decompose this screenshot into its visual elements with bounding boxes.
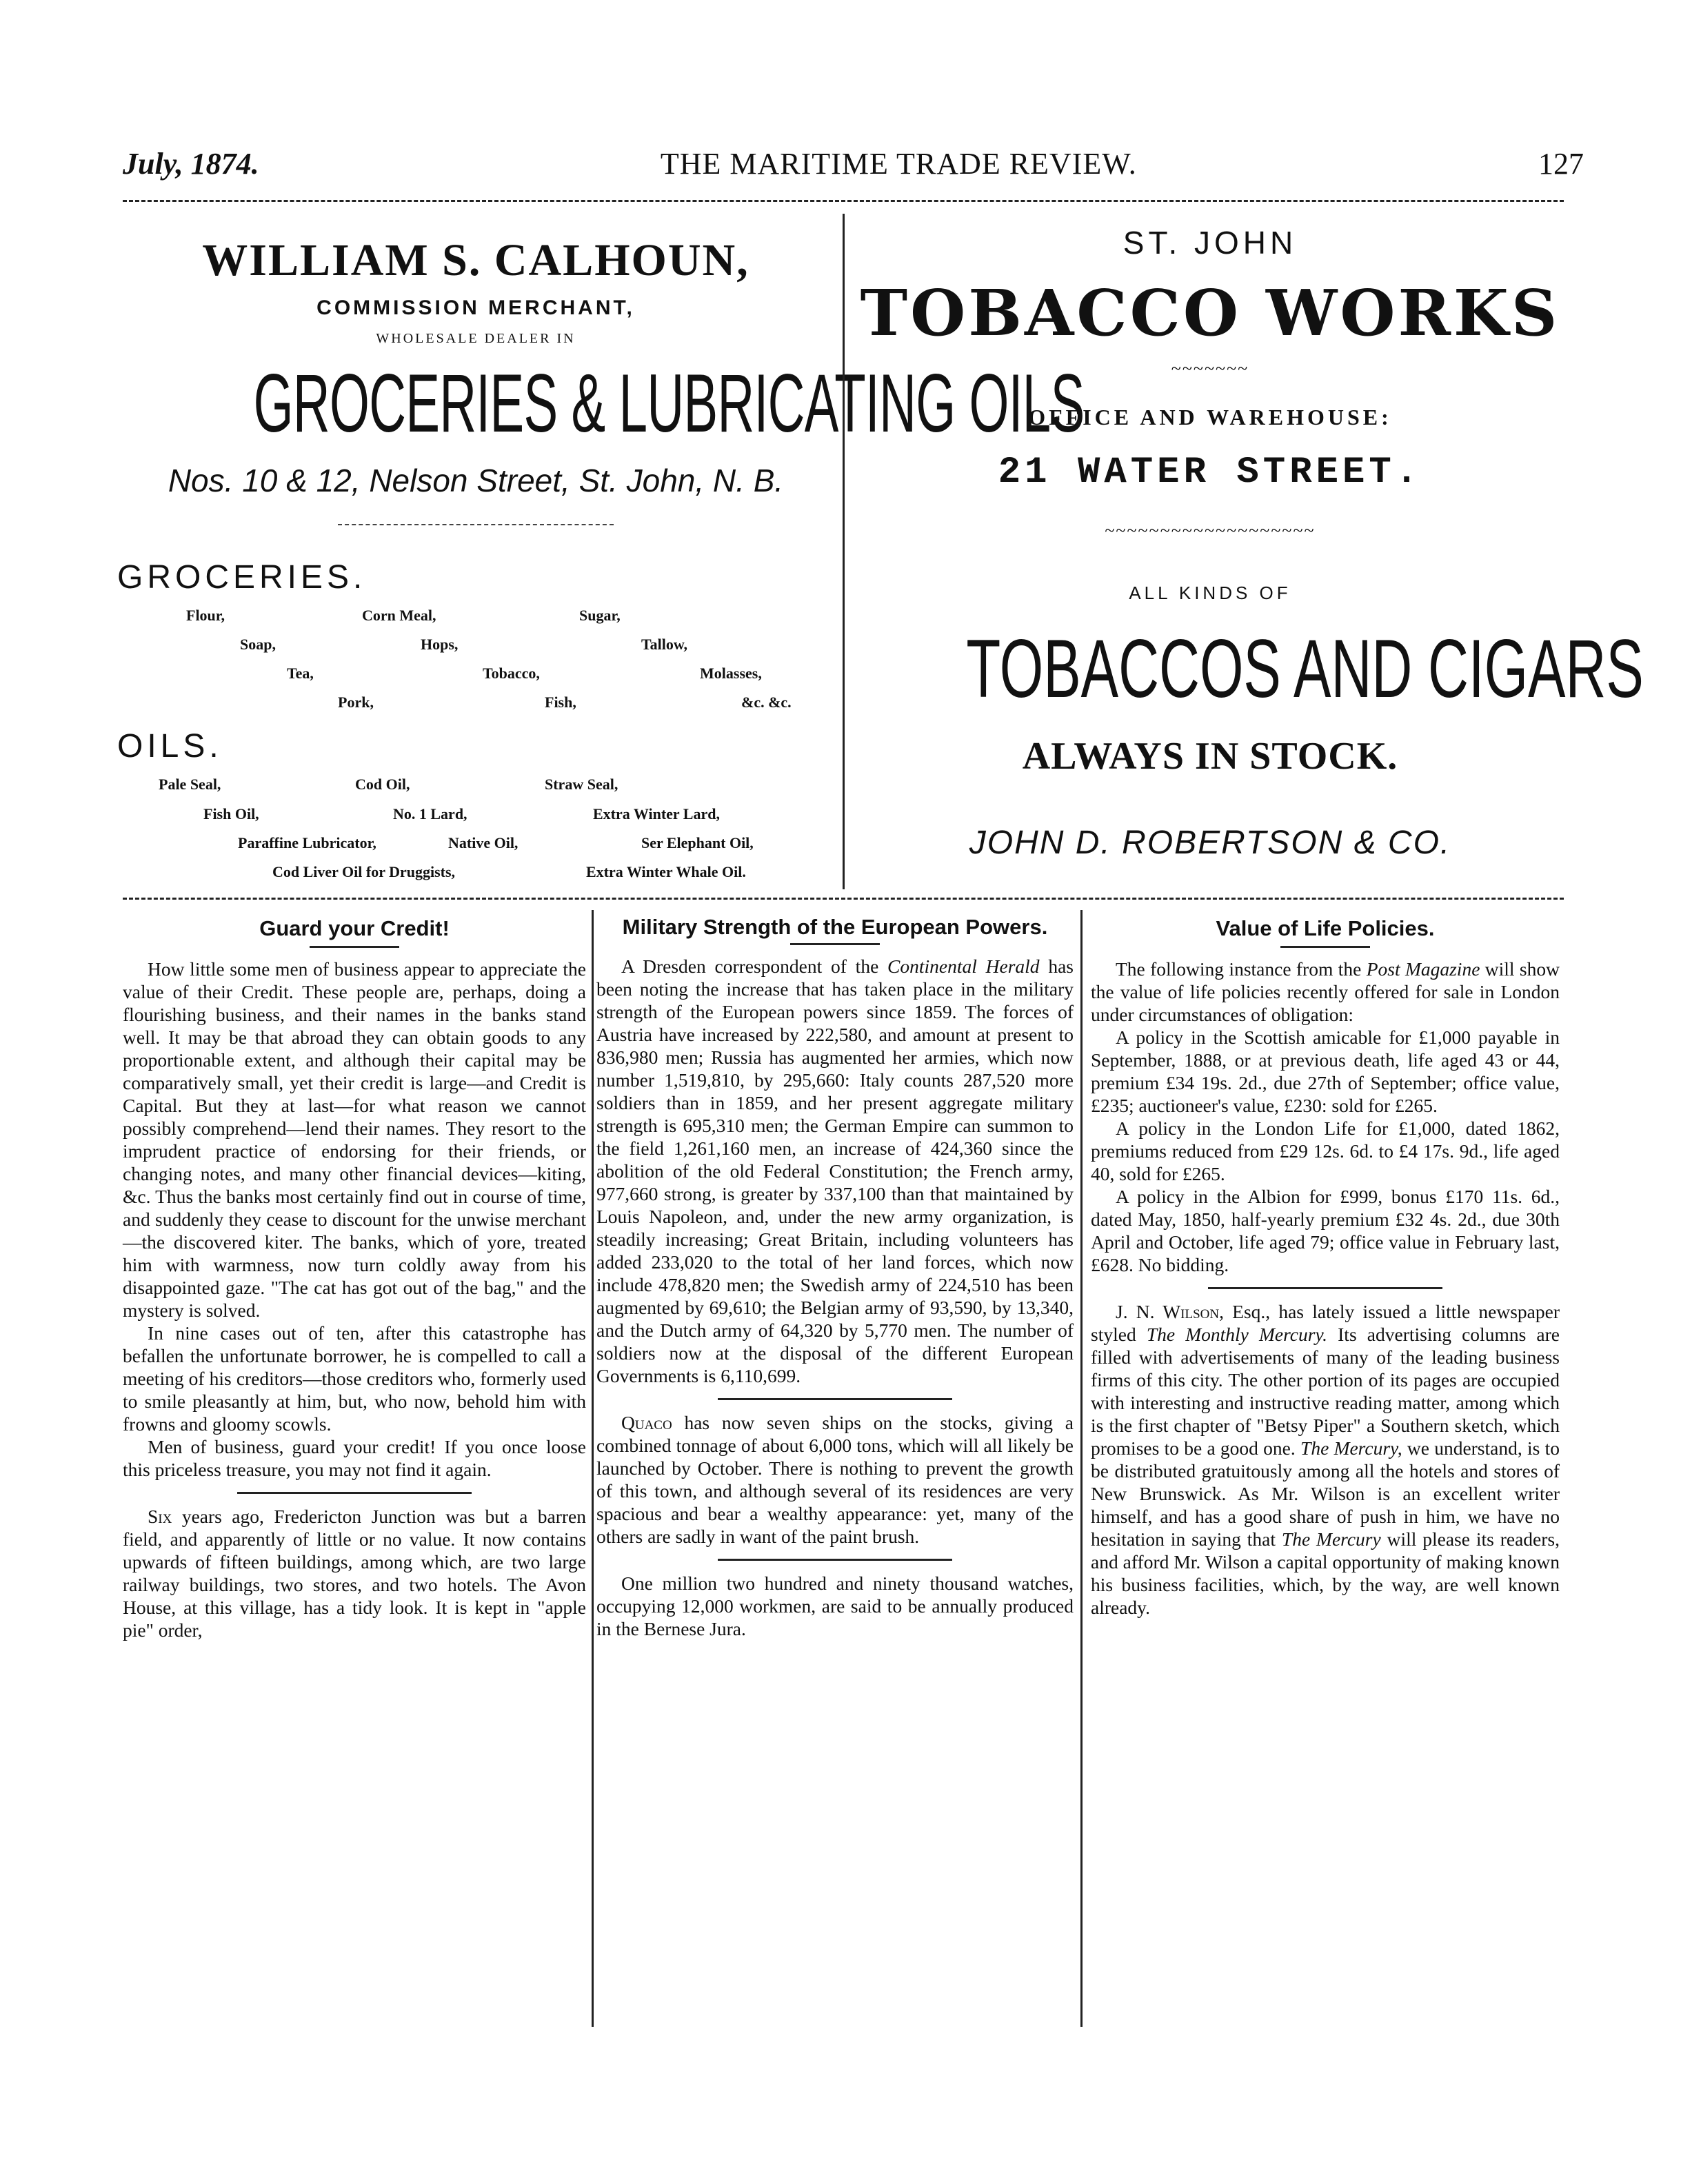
page-number: 127 [1538,147,1584,181]
stock-line: ALWAYS IN STOCK. [1022,735,1398,778]
article-title: Value of Life Policies. [1216,916,1435,940]
article-paragraph [1091,958,1560,1026]
grocery-item: Pork, [338,694,374,711]
products-banner: TOBACCOS AND CIGARS [966,623,1644,715]
newspaper-name: The Mercury, [1300,1437,1402,1459]
grocery-item: Tallow, [641,636,688,653]
grocery-item: Fish, [545,694,576,711]
merchant-role: COMMISSION MERCHANT, [316,296,635,319]
article-paragraph: In nine cases out of ten, after this catastrophe has befallen the unfortunate borrower, he is compelled to call a meeting of his creditors—those creditors who, formerly used to smile pleasantly at him, but, who now, behold him with frowns and gloomy scowls. [123,1322,586,1435]
paragraph-text: has now seven ships on the stocks, giving a combined tonnage of about 6,000 tons, which will all likely be launched by October. There is nothing to prevent the growth of this town, and although several of its residences are very spacious and bear a wealthy appearance: yet, many of the others are sadly in want of the paint brush. [596,1412,1074,1547]
oil-item: Pale Seal, [159,776,221,793]
grocery-item: Molasses, [700,665,762,682]
groceries-heading: GROCERIES. [117,559,367,596]
issue-date: July, 1874. [123,147,259,181]
oil-item: Fish Oil, [203,805,259,822]
ads-bottom-rule [123,898,1564,900]
oil-item: Ser Elephant Oil, [641,834,754,851]
article-title: Guard your Credit! [259,916,450,940]
journal-title: THE MARITIME TRADE REVIEW. [660,147,1137,181]
column-divider [1080,910,1083,2027]
office-line: OFFICE AND WAREHOUSE: [1028,405,1392,429]
grocery-item: Sugar, [579,607,621,624]
article-paragraph [596,1411,1074,1548]
article-divider [718,1559,952,1561]
all-kinds-line: ALL KINDS OF [1129,583,1291,603]
article-paragraph: One million two hundred and ninety thousand watches, occupying 12,000 workmen, are said to be annually produced in the Bernese Jura. [596,1573,1074,1639]
title-rule [790,943,880,945]
oil-item: Extra Winter Whale Oil. [586,863,746,880]
paragraph-text: Its advertising columns are filled with advertisements of many of the leading business firms of this city. The other portion of its pages are occupied with interesting and instructive reading matter, among which is the first chapter of "Betsy Piper" a Southern sketch, which promises to be a good one. [1091,1324,1560,1459]
article-paragraph [1091,1300,1560,1619]
lead-word: Six [148,1506,172,1527]
column-guard-your-credit [123,917,586,1641]
column-life-policies [1091,917,1560,1619]
oils-heading: OILS. [117,728,223,765]
article-paragraph [596,955,1074,1387]
firm-name: JOHN D. ROBERTSON & CO. [969,825,1451,861]
paragraph-text: years ago, Fredericton Junction was but a barren field, and apparently of little or no value. It now contains upwards of fifteen buildings, among which, are two large railway buildings, two stores, and two hotels. The Avon House, at this village, has a tidy look. It is kept in "apple pie" order, [123,1506,586,1641]
grocery-item: Tobacco, [483,665,540,682]
grocery-item: Corn Meal, [362,607,436,624]
tobacco-works-title: TOBACCO WORKS [860,276,1560,350]
title-rule [310,946,399,948]
oil-item: Cod Liver Oil for Druggists, [272,863,456,880]
article-divider [1208,1287,1442,1289]
grocery-item: Hops, [421,636,459,653]
paragraph-text: will show the value of life policies recently offered for sale in London under circumstances of obligation: [1091,958,1560,1025]
title-rule [1280,946,1370,948]
newspaper-name: The Monthly Mercury. [1146,1324,1328,1345]
merchant-address: Nos. 10 & 12, Nelson Street, St. John, N. B. [168,463,784,498]
calhoun-advertisement [117,228,1085,882]
ornament-short: ~~~~~~~ [1171,358,1249,378]
grocery-item: Soap, [240,636,276,653]
lead-word: J. N. Wilson, [1116,1301,1224,1322]
lead-word: Quaco [621,1412,672,1433]
ad-column-divider [843,214,845,889]
running-head [123,146,1584,188]
oil-item: No. 1 Lard, [393,805,467,822]
oil-item: Native Oil, [448,834,519,851]
paragraph-text: The following instance from the [1116,958,1367,980]
article-paragraph: Men of business, guard your credit! If you once loose this priceless treasure, you may not find it again. [123,1436,586,1480]
column-divider [592,910,594,2027]
tobacco-advertisement [852,224,1644,882]
article-divider [718,1398,952,1400]
grocery-item: Flour, [186,607,225,624]
goods-banner: GROCERIES & LUBRICATING OILS [253,357,1085,449]
article-paragraph: A policy in the Scottish amicable for £1,000 payable in September, 1888, or at previous death, life aged 43 or 44, premium £34 19s. 2d., due 27th of September; office value, £235; auctioneer's value, £230: sold for £265. [1091,1027,1560,1116]
paragraph-text: has been noting the increase that has taken place in the military strength of the European powers since 1859. The forces of Austria have increased by 222,580, and amount at present to 836,980 men; Russia has augmented her armies, which now number 1,519,810, by 295,660: Italy counts 287,520 more soldiers than in 1859, and her present aggregate military strength is 695,310 men; the German Empire can summon to the field 1,261,160 men, an increase of 424,360 since the abolition of the old Federal Constitution; the French army, 977,660 strong, is greater by 337,100 than that maintained by Louis Napoleon, and, under the new army organization, is steadily increasing; Great Britain, including volunteers has added 233,020 to the total of her land forces, which now include 478,820 men; the Swedish army of 224,510 has been augmented by 69,610; the Belgian army of 93,590, by 13,340, and the Dutch army of 64,320 by 5,770 men. The number of soldiers now at the disposal of the different European Governments is 6,110,699. [596,956,1074,1386]
newspaper-name: Post Magazine [1366,958,1480,980]
oil-item: Extra Winter Lard, [593,805,720,822]
article-paragraph: How little some men of business appear to appreciate the value of their Credit. These people are, perhaps, doing a flourishing business, and their names in the banks stand well. It may be that abroad they can obtain goods to any proportionable extent, and although their capital may be comparatively small, yet their credit is large—and Credit is Capital. But they at last—for what reason we cannot possibly comprehend—lend their names. They resort to the imprudent practice of endorsing for their friends, or changing notes, and many other financial devices—kiting, &c. Thus the banks most certainly find out in course of time, and suddenly they cease to discount for the unwise merchant—the discovered kiter. The banks, which of yore, treated him with warmness, now turn coldly away from his disappointed gaze. "The cat has got out of the bag," and the mystery is solved. [123,958,586,1321]
grocery-item: Tea, [287,665,314,682]
paragraph-text: A Dresden correspondent of the [621,956,888,977]
ornament-long: ~~~~~~~~~~~~~~~~~~~ [1105,520,1316,540]
grocery-item: &c. &c. [741,694,792,711]
article-title: Military Strength of the European Powers. [622,915,1048,939]
city-name: ST. JOHN [1123,225,1298,261]
newspaper-name: Continental Herald [887,956,1040,977]
newspaper-name: The Mercury [1281,1528,1381,1550]
column-military-strength [596,917,1074,1640]
oil-item: Cod Oil, [355,776,410,793]
paragraph-text: will please its readers, and afford Mr. Wilson a capital opportunity of making known his business facilities, which, by the way, are well known already. [1091,1528,1560,1618]
paragraph-text: we understand, is to be distributed gratuitously among all the hotels and stores of New Brunswick. As Mr. Wilson is an excellent writer himself, and has a good share of push in him, we have no hesitation in saying that [1091,1437,1560,1550]
oil-item: Paraffine Lubricator, [238,834,376,851]
merchant-name: WILLIAM S. CALHOUN, [202,235,749,285]
wholesale-line: WHOLESALE DEALER IN [376,331,576,346]
article-divider [237,1492,472,1494]
paragraph-text: Esq., has lately issued a little newspaper styled [1091,1301,1560,1345]
article-paragraph: A policy in the London Life for £1,000, dated 1862, premiums reduced from £29 12s. 6d. to £4 17s. 9d., life aged 40, sold for £265. [1091,1118,1560,1184]
article-paragraph [123,1505,586,1641]
article-paragraph: A policy in the Albion for £999, bonus £170 11s. 6d., dated May, 1850, half-yearly premium £32 4s. 2d., due 30th April and October, life aged 79; office value in February last, £628. No bidding. [1091,1186,1560,1275]
header-rule [123,200,1564,202]
street-address: 21 WATER STREET. [998,452,1422,494]
oil-item: Straw Seal, [545,776,618,793]
ad-divider [338,524,614,525]
